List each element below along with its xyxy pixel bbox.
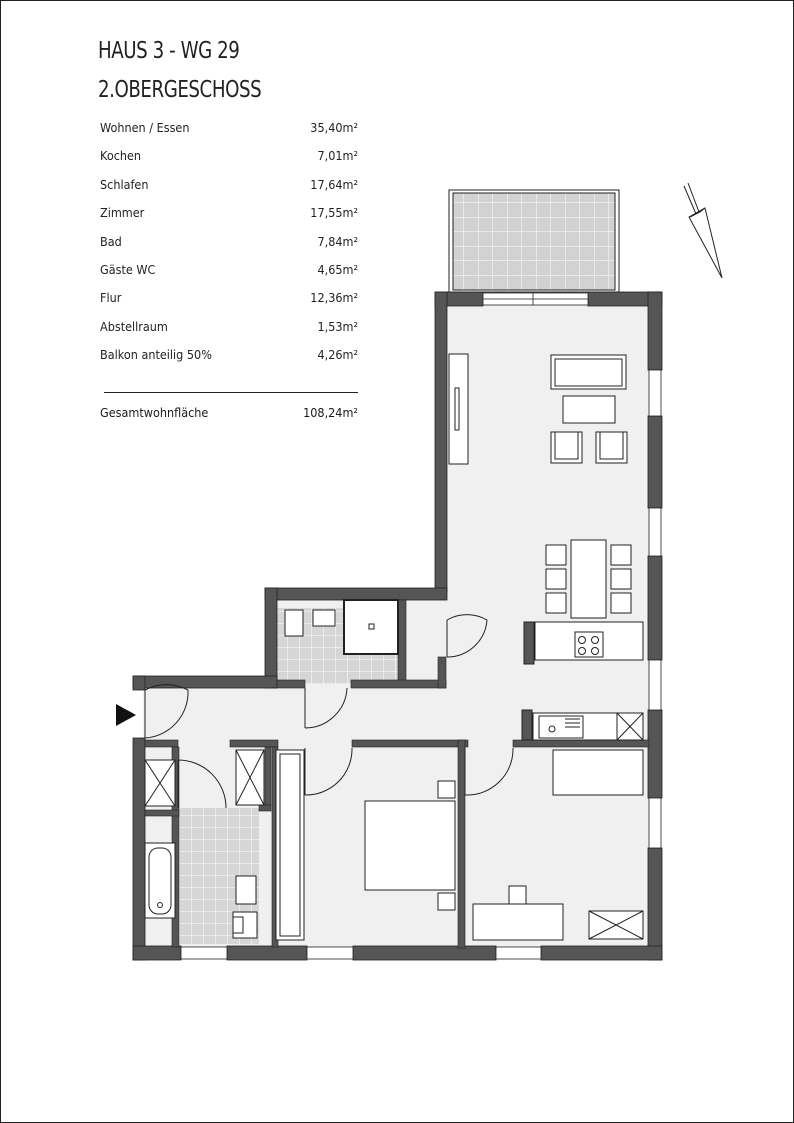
room-area: 4,26m² [317, 347, 358, 363]
room-name: Kochen [100, 148, 142, 164]
dining-furniture [546, 540, 631, 618]
total-label: Gesamtwohnfläche [100, 405, 209, 420]
room-name: Wohnen / Essen [100, 120, 190, 135]
floor-title: 2.OBERGESCHOSS [98, 77, 262, 103]
room-area: 12,36m² [310, 290, 358, 306]
total-area: 108,24m² [303, 405, 358, 420]
room-name: Schlafen [100, 176, 149, 192]
room-area: 17,64m² [310, 176, 358, 192]
room-name: Zimmer [100, 205, 145, 221]
room-name: Flur [100, 290, 122, 306]
room-name: Gäste WC [100, 261, 156, 277]
balcony [449, 190, 619, 292]
entrance-arrow-icon [116, 704, 136, 726]
room-area: 35,40m² [310, 120, 358, 135]
room-area: 7,84m² [317, 233, 358, 249]
room-area: 7,01m² [317, 148, 358, 164]
room-area: 4,65m² [317, 261, 358, 277]
room-name: Abstellraum [100, 318, 168, 334]
room-name: Bad [100, 233, 122, 249]
north-arrow-icon [684, 183, 722, 278]
room-area: 17,55m² [310, 205, 358, 221]
room-name: Balkon anteilig 50% [100, 347, 212, 363]
page-title: HAUS 3 - WG 29 [98, 38, 240, 64]
room-area: 1,53m² [317, 318, 358, 334]
